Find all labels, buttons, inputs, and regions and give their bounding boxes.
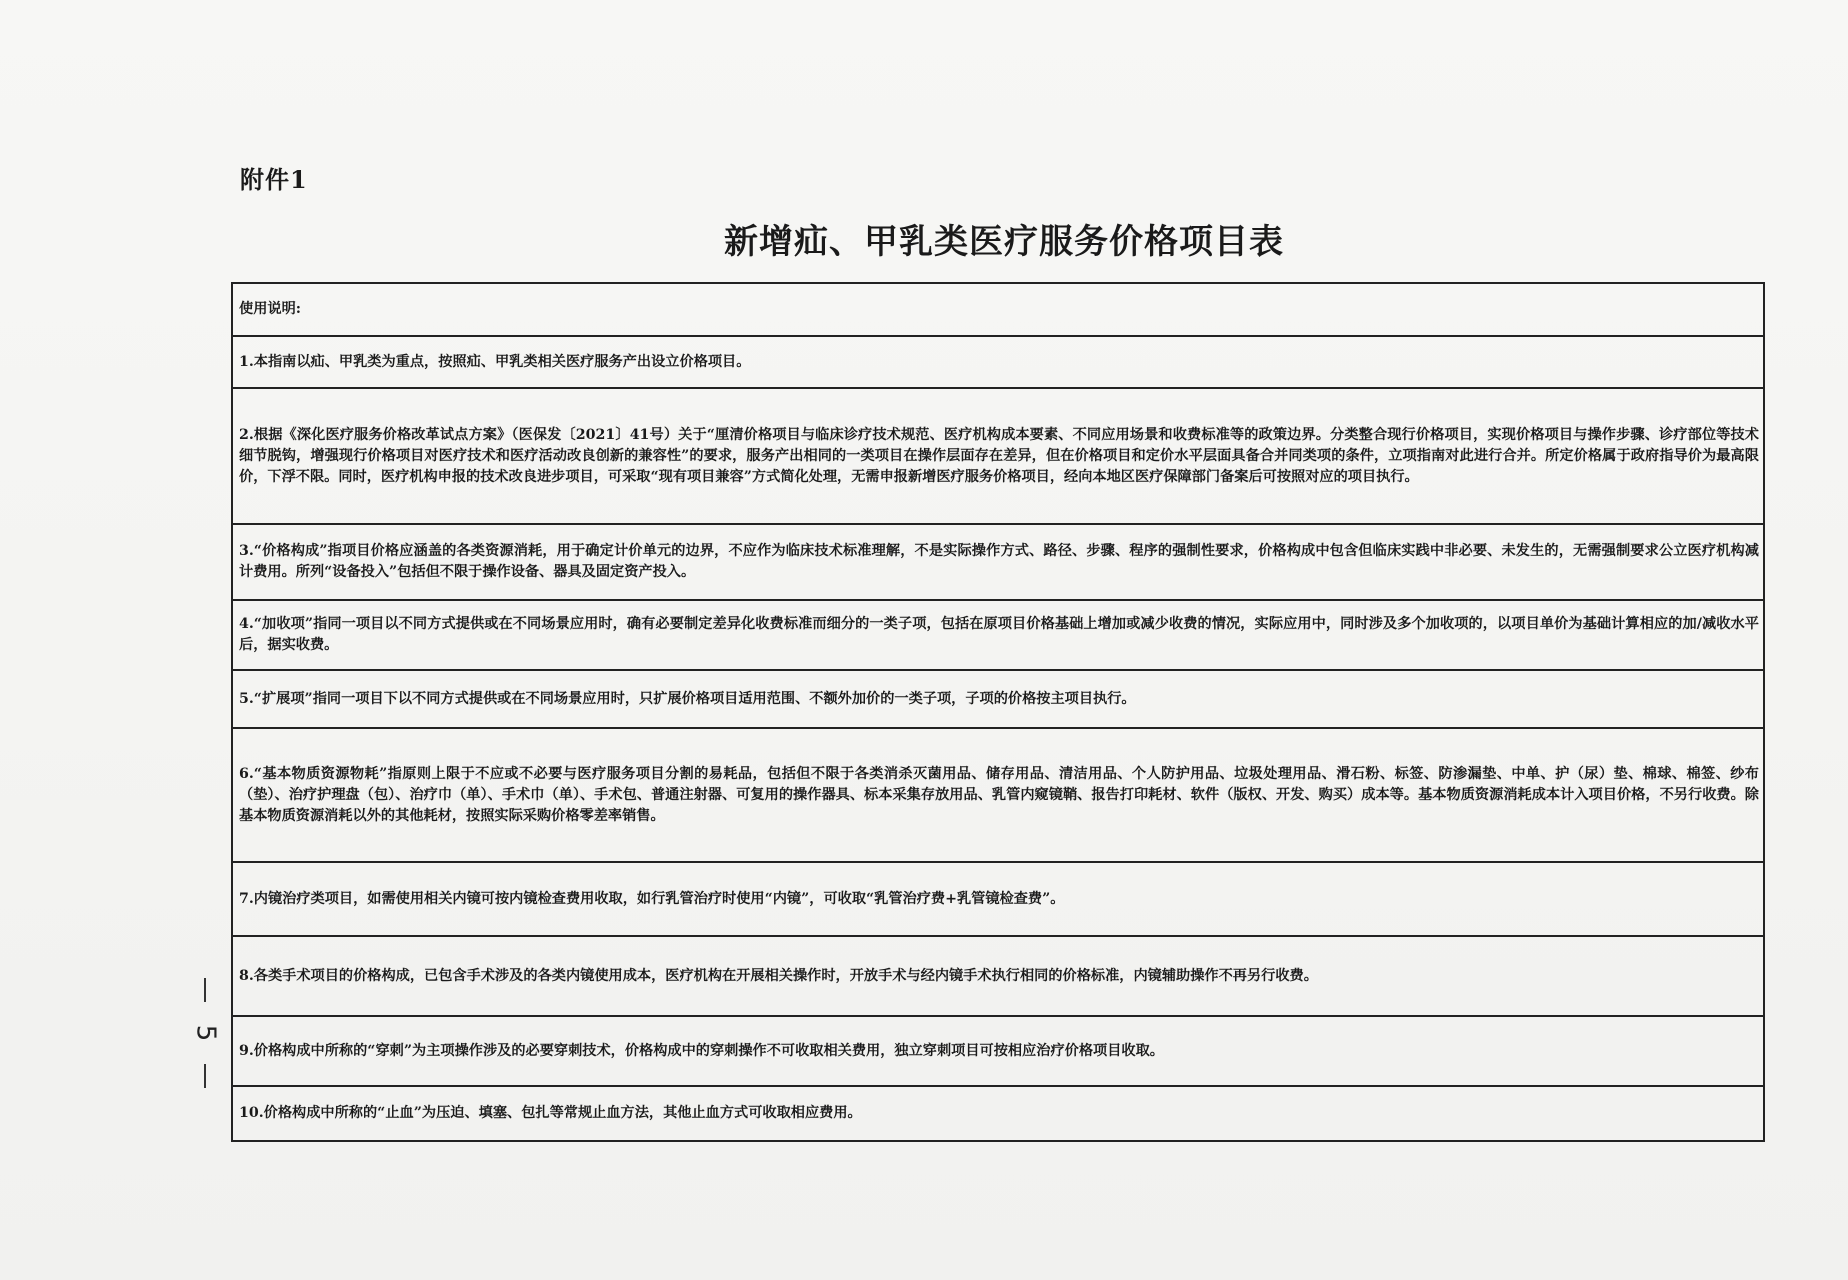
note-text: 6.“基本物质资源物耗”指原则上限于不应或不必要与医疗服务项目分割的易耗品，包括但不限于各类消杀灭菌用品、储存用品、清洁用品、个人防护用品、垃圾处理用品、滑石粉、标签、防渗漏垫、中单、护（尿）垫、棉球、棉签、纱布（垫）、治疗护理盘（包）、治疗巾（单）、手术巾（单）、手术包、普通注射器、可复用的操作器具、标本采集存放用品、乳管内窥镜鞘、报告打印耗材、软件（版权、开发、购买）成本等。基本物质资源消耗成本计入项目价格，不另行收费。除基本物质资源消耗以外的其他耗材，按照实际采购价格零差率销售。 [239,765,1759,824]
note-text: 2.根据《深化医疗服务价格改革试点方案》（医保发〔2021〕41号）关于“厘清价格项目与临床诊疗技术规范、医疗机构成本要素、不同应用场景和收费标准等的政策边界。分类整合现行价格项目，实现价格项目与操作步骤、诊疗部位等技术细节脱钩，增强现行价格项目对医疗技术和医疗活动改良创新的兼容性”的要求，服务产出相同的一类项目在操作层面存在差异，但在价格项目和定价水平层面具备合并同类项的条件，立项指南对此进行合并。所定价格属于政府指导价为最高限价，下浮不限。同时，医疗机构申报的技术改良进步项目，可采取“现有项目兼容”方式简化处理，无需申报新增医疗服务价格项目，经向本地区医疗保障部门备案后可按照对应的项目执行。 [239,426,1759,485]
note-row-1 [233,337,1763,389]
note-text: 9.价格构成中所称的“穿刺”为主项操作涉及的必要穿刺技术，价格构成中的穿刺操作不可收取相关费用，独立穿刺项目可按相应治疗价格项目收取。 [239,1042,1164,1059]
document-title: 新增疝、甲乳类医疗服务价格项目表 [724,222,1284,262]
note-row-4 [233,601,1763,671]
note-row-9 [233,1017,1763,1087]
page-number [190,978,220,1088]
notes-header: 使用说明: [239,301,301,317]
page-number-dash-top [204,978,206,1002]
notes-header-row [233,284,1763,337]
note-text: 5.“扩展项”指同一项目下以不同方式提供或在不同场景应用时，只扩展价格项目适用范围、不额外加价的一类子项，子项的价格按主项目执行。 [239,690,1136,707]
note-text: 3.“价格构成”指项目价格应涵盖的各类资源消耗，用于确定计价单元的边界，不应作为临床技术标准理解，不是实际操作方式、路径、步骤、程序的强制性要求，价格构成中包含但临床实践中非必要、未发生的，无需强制要求公立医疗机构减计费用。所列“设备投入”包括但不限于操作设备、器具及固定资产投入。 [239,543,1759,580]
note-row-7 [233,863,1763,937]
note-text: 7.内镜治疗类项目，如需使用相关内镜可按内镜检查费用收取，如行乳管治疗时使用“内镜”，可收取“乳管治疗费+乳管镜检查费”。 [239,890,1065,907]
note-row-8 [233,937,1763,1017]
note-row-2 [233,389,1763,525]
note-text: 1.本指南以疝、甲乳类为重点，按照疝、甲乳类相关医疗服务产出设立价格项目。 [239,353,751,370]
note-row-10 [233,1087,1763,1140]
note-row-5 [233,671,1763,729]
note-text: 8.各类手术项目的价格构成，已包含手术涉及的各类内镜使用成本，医疗机构在开展相关操作时，开放手术与经内镜手术执行相同的价格标准，内镜辅助操作不再另行收费。 [239,967,1318,984]
note-row-3 [233,525,1763,601]
page-number-value: 5 [189,1024,220,1042]
attachment-label: 附件1 [240,165,308,194]
page-number-dash-bottom [204,1064,206,1088]
note-text: 4.“加收项”指同一项目以不同方式提供或在不同场景应用时，确有必要制定差异化收费标准而细分的一类子项，包括在原项目价格基础上增加或减少收费的情况，实际应用中，同时涉及多个加收项的，以项目单价为基础计算相应的加/减收水平后，据实收费。 [239,616,1759,653]
note-row-6 [233,729,1763,863]
usage-notes-table [231,282,1765,1142]
note-text: 10.价格构成中所称的“止血”为压迫、填塞、包扎等常规止血方法，其他止血方式可收取相应费用。 [239,1105,862,1121]
